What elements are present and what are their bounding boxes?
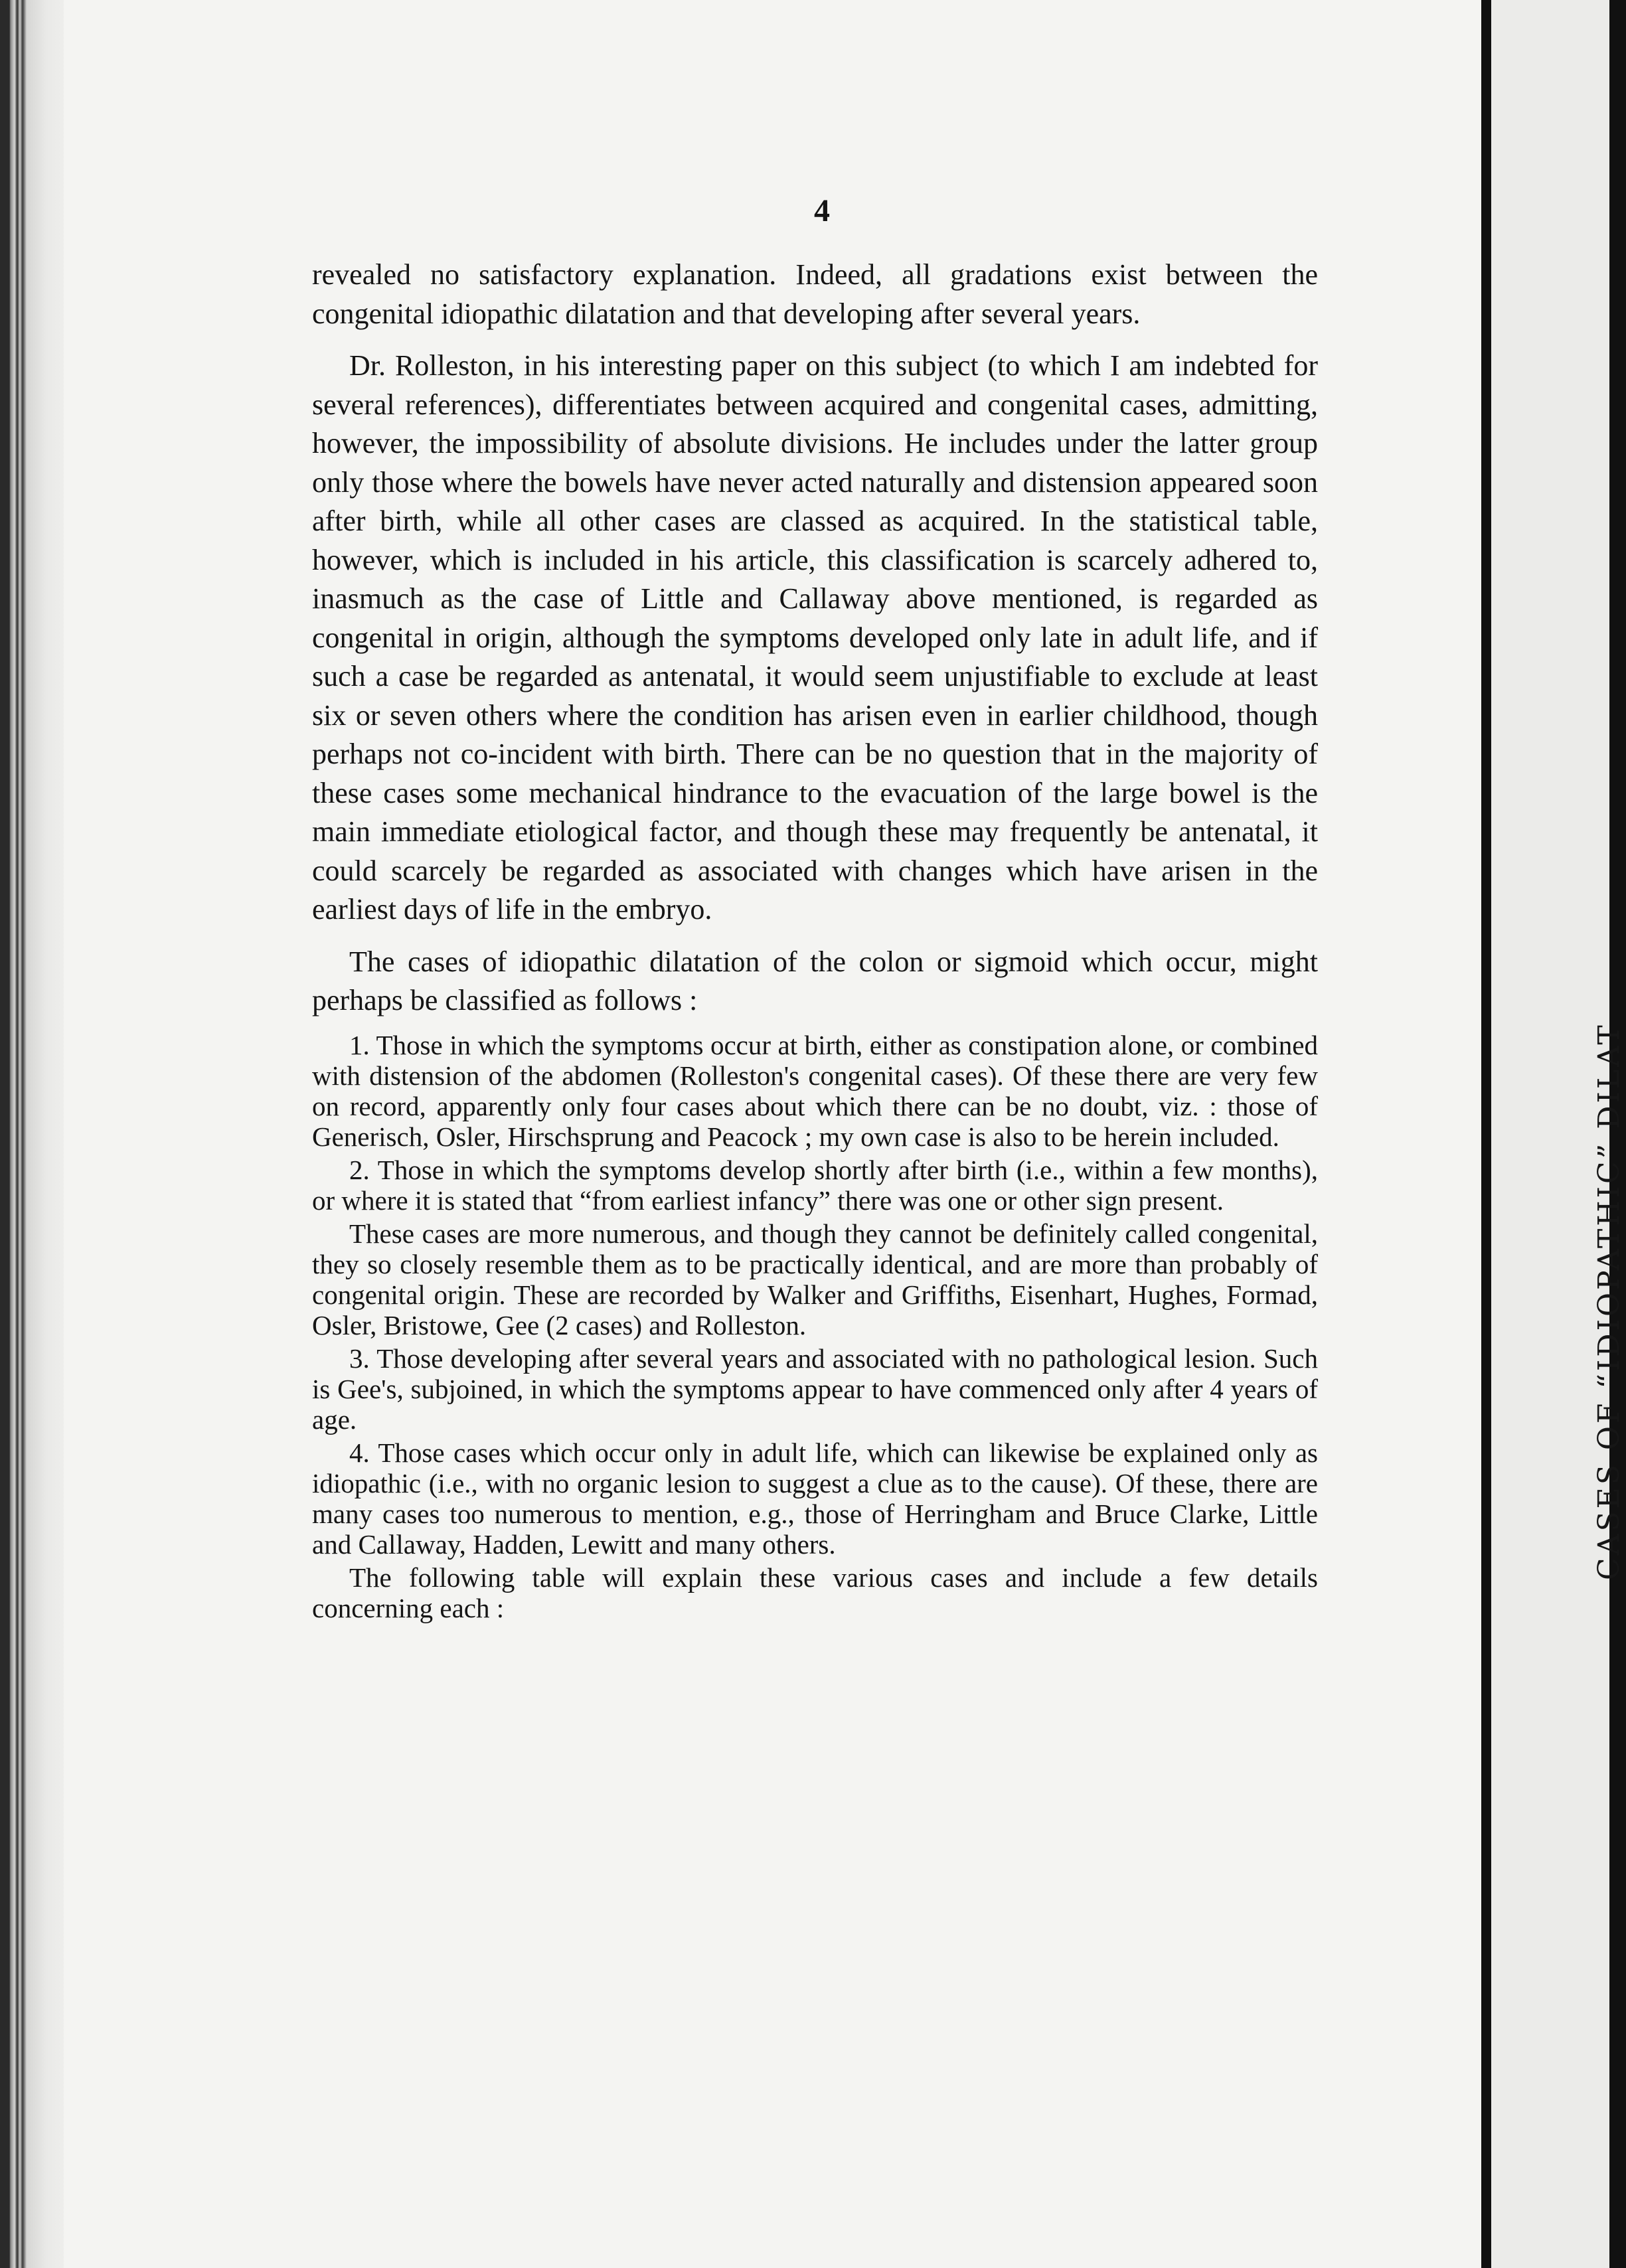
list-item-2: 2. Those in which the symptoms develop shortly after birth (i.e., within a few months), or where it is stated that “from earliest infancy” there was one or other sign present. (312, 1154, 1318, 1216)
paragraph-continuation: revealed no satisfactory explanation. Indeed, all gradations exist between the congenital idiopathic dilatation and that developing after several years. (312, 258, 1318, 330)
list-item-3: 3. Those developing after several years and associated with no pathological lesion. Such is Gee's, subjoined, in which the symptoms appear to have commenced only after 4 years of age. (312, 1342, 1318, 1435)
page-gutter (1481, 0, 1491, 2268)
list-item-1: 1. Those in which the symptoms occur at birth, either as constipation alone, or combined with distension of the abdomen (Rolleston's congenital cases). Of these there are very few on record, apparently only four cases about which there can be no doubt, viz. : those of Generisch, Osler, Hirschsprung and Peacock ; my own case is also to be herein included. (312, 1029, 1318, 1152)
paragraph-rolleston: Dr. Rolleston, in his interesting paper on this subject (to which I am indebted for several references), differentiates between acquired and congenital cases, admitting, however, the impossibility of absolute divisions. He includes under the latter group only those where the bowels have never acted naturally and distension appeared soon after birth, while all other cases are classed as acquired. In the statistical table, however, which is included in his article, this classification is scarcely adhered to, inasmuch as the case of Little and Callaway above mentioned, is regarded as congenital in origin, although the symptoms developed only late in adult life, and if such a case be regarded as antenatal, it would seem unjustifiable to exclude at least six or seven others where the condition has arisen even in earlier childhood, though perhaps not co-incident with birth. There can be no question that in the majority of these cases some mechanical hindrance to the evacuation of the large bowel is the main immediate etiological factor, and though these may frequently be antenatal, it could scarcely be regarded as associated with changes which have arisen in the earliest days of life in the embryo. (312, 349, 1318, 926)
closing-paragraph: The following table will explain these various cases and include a few details concerning each : (312, 1562, 1318, 1623)
paragraph-classification-intro: The cases of idiopathic dilatation of the colon or sigmoid which occur, might perhaps be classified as follows : (312, 945, 1318, 1016)
list-item-2-continuation: These cases are more numerous, and though they cannot be definitely called congenital, they so closely resemble them as to be practically identical, and are more than probably of congenital origin. These are recorded by Walker and Griffiths, Eisenhart, Hughes, Formad, Osler, Bristowe, Gee (2 cases) and Rolleston. (312, 1218, 1318, 1340)
page-number: 4 (814, 193, 830, 228)
body-text (312, 256, 1318, 1623)
list-item-4: 4. Those cases which occur only in adult life, which can likewise be explained only as idiopathic (i.e., with no organic lesion to suggest a clue as to the cause). Of these, there are many cases too numerous to mention, e.g., those of Herringham and Bruce Clarke, Little and Callaway, Hadden, Lewitt and many others. (312, 1437, 1318, 1560)
adjacent-page-caption: CASES OF “IDIOPATHIC” DILAT (1592, 1022, 1626, 1580)
